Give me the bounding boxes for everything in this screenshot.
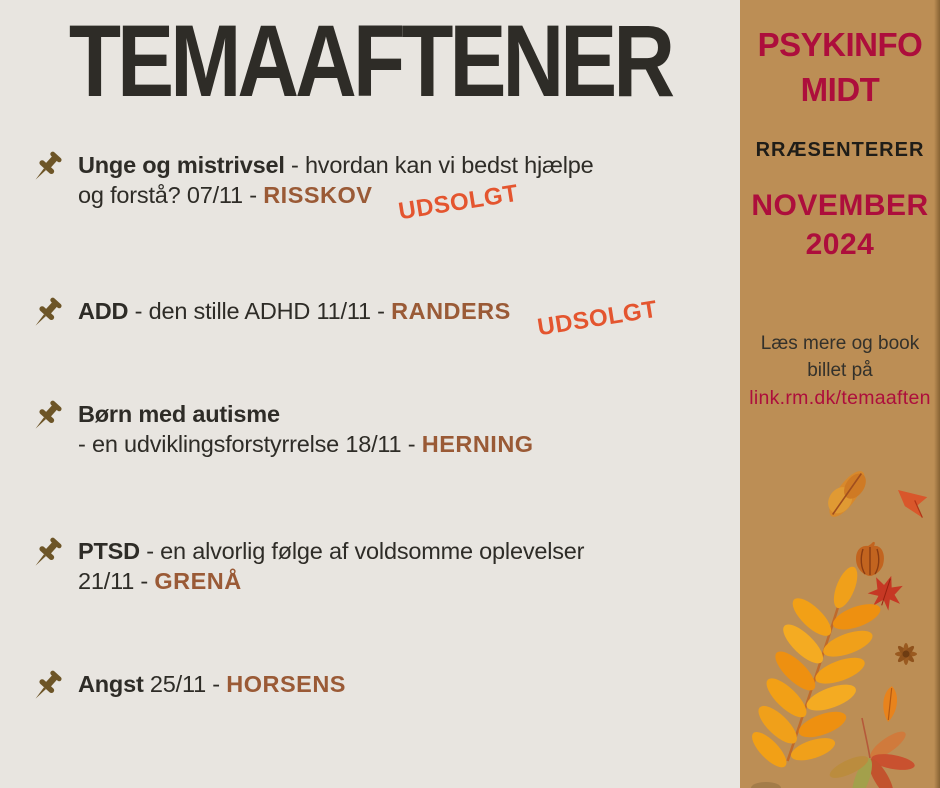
event-item-add	[28, 295, 659, 342]
poster-title: TEMAAFTENER	[68, 3, 672, 118]
event-description: 25/11 -	[143, 671, 227, 697]
pushpin-icon	[28, 150, 64, 186]
event-text	[78, 150, 594, 226]
event-text	[78, 295, 659, 342]
event-description: - hvordan kan vi bedst hjælpe	[284, 152, 594, 178]
event-location: GRENÅ	[154, 568, 242, 594]
event-location: HORSENS	[226, 671, 346, 697]
autumn-leaves-icon	[740, 452, 940, 788]
event-title: ADD	[78, 298, 129, 324]
presents-label: RRÆSENTERER	[755, 139, 925, 161]
month-line1: NOVEMBER	[751, 189, 929, 222]
sidebar-edge-shadow	[934, 0, 940, 788]
poster-sidebar	[740, 0, 940, 788]
booking-info	[761, 330, 919, 384]
event-item-unge-og-mistrivsel	[28, 150, 594, 226]
event-text	[78, 536, 584, 596]
pushpin-icon	[28, 399, 64, 435]
brand-line1: PSYKINFO	[757, 26, 923, 63]
pushpin-icon	[28, 536, 64, 572]
event-description: - en alvorlig følge af voldsomme oplevelser	[139, 538, 585, 564]
event-location: RANDERS	[391, 298, 511, 324]
event-description-line2: - en udviklingsforstyrrelse 18/11 -	[78, 431, 422, 457]
event-item-born-med-autisme	[28, 399, 560, 459]
booking-line2: billet på	[807, 360, 873, 381]
event-title: PTSD	[78, 538, 140, 564]
month-label	[751, 186, 928, 264]
booking-url: link.rm.dk/temaaften	[749, 387, 931, 409]
event-title: Børn med autisme	[78, 401, 280, 427]
event-description-line2: og forstå? 07/11 -	[78, 182, 264, 208]
event-location: HERNING	[421, 431, 534, 457]
event-location: RISSKOV	[263, 182, 373, 208]
event-text	[78, 669, 372, 699]
booking-line1: Læs mere og book	[760, 333, 920, 354]
soldout-stamp: UDSOLGT	[535, 295, 659, 342]
event-item-angst	[28, 669, 372, 705]
event-title: Unge og mistrivsel	[78, 152, 285, 178]
brand-title	[758, 22, 923, 112]
month-line2: 2024	[805, 228, 875, 261]
event-description-line2: 21/11 -	[78, 568, 155, 594]
event-text	[78, 399, 560, 459]
soldout-stamp: UDSOLGT	[397, 179, 521, 226]
event-item-ptsd	[28, 536, 584, 596]
pushpin-icon	[28, 669, 64, 705]
pushpin-icon	[28, 296, 64, 332]
brand-line2: MIDT	[800, 71, 880, 108]
event-description: - den stille ADHD 11/11 -	[128, 298, 392, 324]
event-title: Angst	[78, 671, 144, 697]
